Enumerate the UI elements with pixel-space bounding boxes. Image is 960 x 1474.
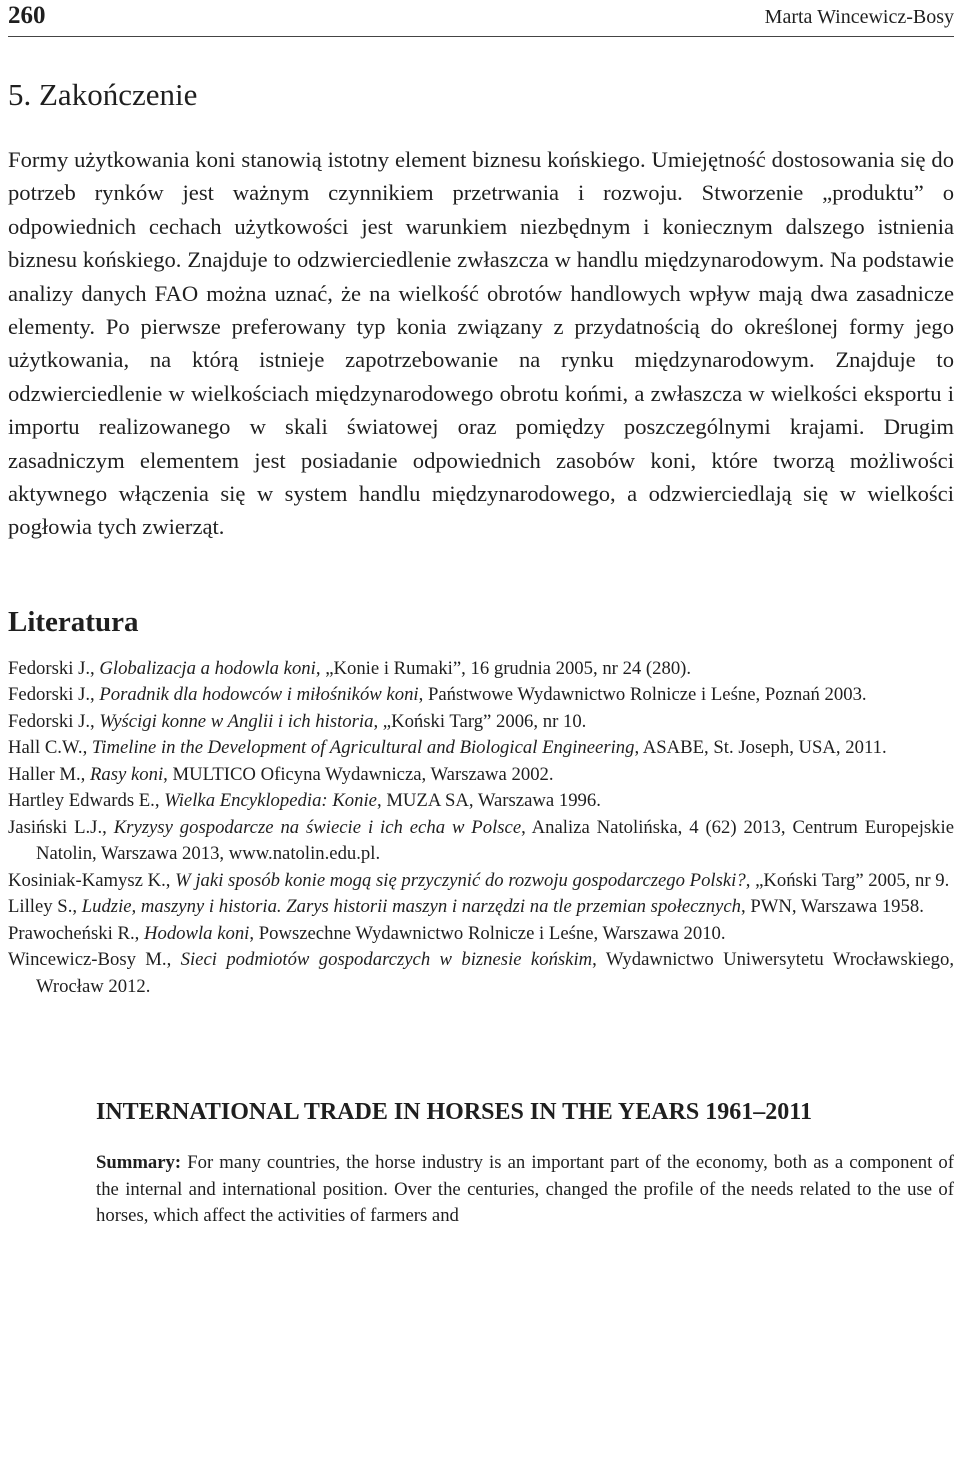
page-header	[8, 0, 954, 37]
reference-item: Fedorski J., Wyścigi konne w Anglii i ich historia, „Koński Targ” 2006, nr 10.	[8, 710, 587, 732]
reference-item: Kosiniak-Kamysz K., W jaki sposób konie mogą się przyczynić do rozwoju gospodarczego Polski?, „Koński Targ” 2005, nr 9.	[8, 869, 950, 891]
section-title: 5. Zakończenie	[8, 77, 198, 112]
conclusion-paragraph: Formy użytkowania koni stanowią istotny element biznesu końskiego. Umiejętność dostosowania się do potrzeb rynków jest ważnym czynnikiem przetrwania i rozwoju. Stworzenie „produktu” o odpowiednich cechach użytkowości jest warunkiem niezbędnym i koniecznym dalszego istnienia biznesu końskiego. Znajduje to odzwierciedlenie zwłaszcza w handlu międzynarodowym. Na podstawie analizy danych FAO można uznać, że na wielkość obrotów handlowych wpływ mają dwa zasadnicze elementy. Po pierwsze preferowany typ konia związany z przydatnością do określonej formy jego użytkowania, na którą istnieje zapotrzebowanie na rynku międzynarodowym. Znajduje to odzwierciedlenie w wielkościach międzynarodowego obrotu końmi, a zwłaszcza w wielkości eksportu i importu realizowanego w skali światowej oraz pomiędzy poszczególnymi krajami. Drugim zasadniczym elementem jest posiadanie odpowiednich zasobów koni, które tworzą możliwości aktywnego włączenia się w system handlu międzynarodowego, a odzwierciedlają się w wielkości pogłowia tych zwierząt.	[8, 147, 954, 540]
reference-item: Hartley Edwards E., Wielka Encyklopedia: Konie, MUZA SA, Warszawa 1996.	[8, 790, 601, 812]
abstract-title: INTERNATIONAL TRADE IN HORSES IN THE YEARS 1961–2011	[96, 1099, 812, 1126]
page	[8, 0, 954, 1230]
summary-label: Summary:	[96, 1152, 182, 1174]
reference-list	[8, 656, 954, 1001]
reference-item: Prawocheński R., Hodowla koni, Powszechne Wydawnictwo Rolnicze i Leśne, Warszawa 2010.	[8, 922, 726, 944]
reference-item: Haller M., Rasy koni, MULTICO Oficyna Wydawnicza, Warszawa 2002.	[8, 763, 554, 785]
literature-title: Literatura	[8, 605, 139, 638]
reference-item: Hall C.W., Timeline in the Development of Agricultural and Biological Engineering, ASABE, St. Joseph, USA, 2011.	[8, 737, 887, 759]
reference-item: Fedorski J., Poradnik dla hodowców i miłośników koni, Państwowe Wydawnictwo Rolnicze i Leśne, Poznań 2003.	[8, 684, 867, 706]
abstract-summary	[96, 1150, 954, 1230]
summary-text: For many countries, the horse industry is an important part of the economy, both as a component of the internal and international position. Over the centuries, changed the profile of the needs related to the use of horses, which affect the activities of farmers and	[96, 1152, 954, 1227]
page-number: 260	[8, 2, 46, 29]
reference-item: Wincewicz-Bosy M., Sieci podmiotów gospodarczych w biznesie końskim, Wydawnictwo Uniwersytetu Wrocławskiego, Wrocław 2012.	[8, 949, 954, 997]
reference-item: Lilley S., Ludzie, maszyny i historia. Zarys historii maszyn i narzędzi na tle przemian społecznych, PWN, Warszawa 1958.	[8, 896, 924, 918]
reference-item: Fedorski J., Globalizacja a hodowla koni, „Konie i Rumaki”, 16 grudnia 2005, nr 24 (280).	[8, 657, 692, 679]
reference-item: Jasiński L.J., Kryzysy gospodarcze na świecie i ich echa w Polsce, Analiza Natolińska, 4 (62) 2013, Centrum Europejskie Natolin, Warszawa 2013, www.natolin.edu.pl.	[8, 816, 954, 865]
running-head-author: Marta Wincewicz-Bosy	[764, 6, 954, 28]
